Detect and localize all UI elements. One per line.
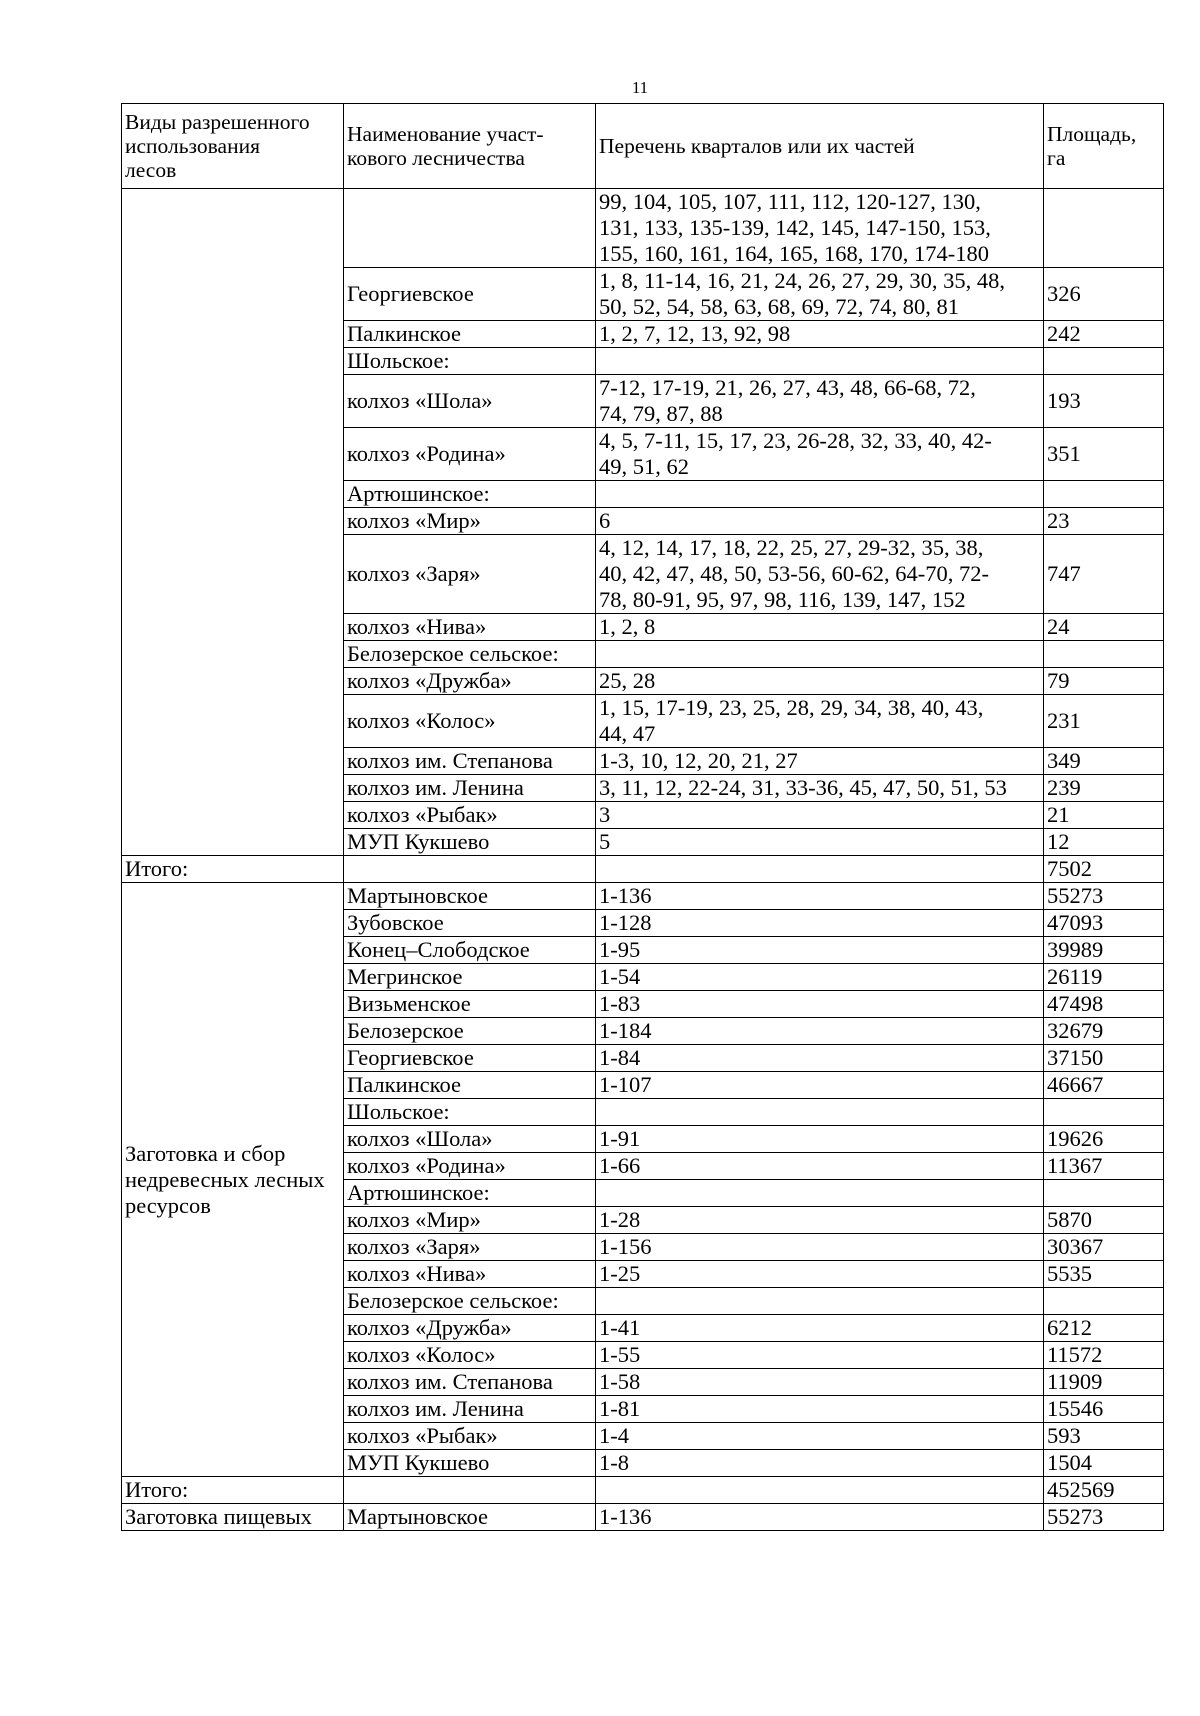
- district-name-cell: колхоз им. Степанова: [344, 1369, 596, 1396]
- quarters-cell: 1-184: [596, 1018, 1044, 1045]
- district-name-cell: Визьменское: [344, 991, 596, 1018]
- area-cell: 26119: [1044, 964, 1164, 991]
- district-name-cell: колхоз «Нива»: [344, 614, 596, 641]
- district-name-cell: Белозерское: [344, 1018, 596, 1045]
- district-name-cell: Артюшинское:: [344, 1180, 596, 1207]
- total-label: Итого:: [122, 1477, 344, 1504]
- district-name-cell: Шольское:: [344, 1099, 596, 1126]
- forest-use-table: [121, 103, 1164, 1531]
- area-cell: [1044, 1288, 1164, 1315]
- district-name-cell: Шольское:: [344, 348, 596, 375]
- area-cell: 23: [1044, 508, 1164, 535]
- area-cell: [1044, 1180, 1164, 1207]
- table-body: [122, 189, 1164, 1531]
- quarters-cell: 3, 11, 12, 22-24, 31, 33-36, 45, 47, 50, 51, 53: [596, 775, 1044, 802]
- quarters-cell: 1-55: [596, 1342, 1044, 1369]
- district-name-cell: Белозерское сельское:: [344, 641, 596, 668]
- quarters-cell: 7-12, 17-19, 21, 26, 27, 43, 48, 66-68, 72, 74, 79, 87, 88: [596, 375, 1044, 428]
- area-cell: 39989: [1044, 937, 1164, 964]
- quarters-cell: 1, 8, 11-14, 16, 21, 24, 26, 27, 29, 30, 35, 48, 50, 52, 54, 58, 63, 68, 69, 72, 74, 80, 81: [596, 268, 1044, 321]
- quarters-cell: 1, 2, 7, 12, 13, 92, 98: [596, 321, 1044, 348]
- header-district-name: Наименование участ- кового лесничества: [344, 104, 596, 189]
- district-name-cell: колхоз «Мир»: [344, 508, 596, 535]
- quarters-cell: [596, 1180, 1044, 1207]
- quarters-cell: 1-95: [596, 937, 1044, 964]
- district-name-cell: Артюшинское:: [344, 481, 596, 508]
- district-name-cell: колхоз им. Ленина: [344, 775, 596, 802]
- page-number: 11: [631, 78, 649, 97]
- quarters-cell: 4, 5, 7-11, 15, 17, 23, 26-28, 32, 33, 40, 42- 49, 51, 62: [596, 428, 1044, 481]
- total-empty-name: [344, 856, 596, 883]
- total-empty-name: [344, 1477, 596, 1504]
- total-empty-quarters: [596, 1477, 1044, 1504]
- district-name-cell: Георгиевское: [344, 268, 596, 321]
- district-name-cell: Георгиевское: [344, 1045, 596, 1072]
- quarters-cell: [596, 481, 1044, 508]
- quarters-cell: 25, 28: [596, 668, 1044, 695]
- district-name-cell: колхоз «Колос»: [344, 695, 596, 748]
- quarters-cell: 5: [596, 829, 1044, 856]
- district-name-cell: МУП Кукшево: [344, 829, 596, 856]
- quarters-cell: 1-25: [596, 1261, 1044, 1288]
- quarters-cell: 1-107: [596, 1072, 1044, 1099]
- table-header-row: [122, 104, 1164, 189]
- use-type-cell: Заготовка и сбор недревесных лесных ресурсов: [122, 883, 344, 1477]
- header-quarters: Перечень кварталов или их частей: [596, 104, 1044, 189]
- area-cell: 5870: [1044, 1207, 1164, 1234]
- area-cell: 21: [1044, 802, 1164, 829]
- quarters-cell: 1-8: [596, 1450, 1044, 1477]
- area-cell: [1044, 348, 1164, 375]
- total-empty-quarters: [596, 856, 1044, 883]
- district-name-cell: Мартыновское: [344, 883, 596, 910]
- area-cell: 55273: [1044, 1504, 1164, 1531]
- total-row: [122, 856, 1164, 883]
- total-area: 452569: [1044, 1477, 1164, 1504]
- district-name-cell: Конец–Слободское: [344, 937, 596, 964]
- area-cell: 47093: [1044, 910, 1164, 937]
- area-cell: 242: [1044, 321, 1164, 348]
- quarters-cell: 4, 12, 14, 17, 18, 22, 25, 27, 29-32, 35, 38, 40, 42, 47, 48, 50, 53-56, 60-62, 64-70, 72- 78, 80-91, 95, 97, 98, 116, 139, 147, 152: [596, 535, 1044, 614]
- total-row: [122, 1477, 1164, 1504]
- area-cell: 239: [1044, 775, 1164, 802]
- total-area: 7502: [1044, 856, 1164, 883]
- district-name-cell: колхоз им. Степанова: [344, 748, 596, 775]
- quarters-cell: 1-128: [596, 910, 1044, 937]
- area-cell: [1044, 189, 1164, 268]
- district-name-cell: колхоз «Заря»: [344, 535, 596, 614]
- district-name-cell: колхоз «Колос»: [344, 1342, 596, 1369]
- table-row: [122, 189, 1164, 268]
- quarters-cell: 1-66: [596, 1153, 1044, 1180]
- quarters-cell: 1-28: [596, 1207, 1044, 1234]
- quarters-cell: 1-41: [596, 1315, 1044, 1342]
- district-name-cell: Белозерское сельское:: [344, 1288, 596, 1315]
- quarters-cell: 99, 104, 105, 107, 111, 112, 120-127, 130, 131, 133, 135-139, 142, 145, 147-150, 153, 155, 160, 161, 164, 165, 168, 170, 174-180: [596, 189, 1044, 268]
- district-name-cell: колхоз «Нива»: [344, 1261, 596, 1288]
- table-row: [122, 883, 1164, 910]
- district-name-cell: МУП Кукшево: [344, 1450, 596, 1477]
- area-cell: 32679: [1044, 1018, 1164, 1045]
- quarters-cell: 1-136: [596, 883, 1044, 910]
- area-cell: 11572: [1044, 1342, 1164, 1369]
- quarters-cell: [596, 1288, 1044, 1315]
- area-cell: 351: [1044, 428, 1164, 481]
- area-cell: 47498: [1044, 991, 1164, 1018]
- district-name-cell: Палкинское: [344, 321, 596, 348]
- district-name-cell: [344, 189, 596, 268]
- area-cell: 349: [1044, 748, 1164, 775]
- district-name-cell: колхоз «Мир»: [344, 1207, 596, 1234]
- area-cell: 11367: [1044, 1153, 1164, 1180]
- use-type-cell: [122, 189, 344, 856]
- area-cell: [1044, 641, 1164, 668]
- area-cell: 1504: [1044, 1450, 1164, 1477]
- area-cell: 5535: [1044, 1261, 1164, 1288]
- quarters-cell: 1-91: [596, 1126, 1044, 1153]
- district-name-cell: Палкинское: [344, 1072, 596, 1099]
- quarters-cell: 1-156: [596, 1234, 1044, 1261]
- quarters-cell: [596, 348, 1044, 375]
- area-cell: [1044, 481, 1164, 508]
- district-name-cell: колхоз «Родина»: [344, 428, 596, 481]
- district-name-cell: колхоз «Заря»: [344, 1234, 596, 1261]
- district-name-cell: Мегринское: [344, 964, 596, 991]
- area-cell: 19626: [1044, 1126, 1164, 1153]
- area-cell: 46667: [1044, 1072, 1164, 1099]
- area-cell: [1044, 1099, 1164, 1126]
- area-cell: 24: [1044, 614, 1164, 641]
- area-cell: 11909: [1044, 1369, 1164, 1396]
- area-cell: 6212: [1044, 1315, 1164, 1342]
- quarters-cell: 1-84: [596, 1045, 1044, 1072]
- area-cell: 15546: [1044, 1396, 1164, 1423]
- area-cell: 12: [1044, 829, 1164, 856]
- area-cell: 193: [1044, 375, 1164, 428]
- district-name-cell: Зубовское: [344, 910, 596, 937]
- quarters-cell: 1-54: [596, 964, 1044, 991]
- district-name-cell: колхоз «Дружба»: [344, 1315, 596, 1342]
- quarters-cell: 1, 2, 8: [596, 614, 1044, 641]
- quarters-cell: 1-3, 10, 12, 20, 21, 27: [596, 748, 1044, 775]
- quarters-cell: [596, 1099, 1044, 1126]
- district-name-cell: колхоз «Рыбак»: [344, 802, 596, 829]
- use-type-cell: Заготовка пищевых: [122, 1504, 344, 1531]
- quarters-cell: 6: [596, 508, 1044, 535]
- district-name-cell: Мартыновское: [344, 1504, 596, 1531]
- header-use-type: Виды разрешенного использования лесов: [122, 104, 344, 189]
- area-cell: 37150: [1044, 1045, 1164, 1072]
- quarters-cell: 1-136: [596, 1504, 1044, 1531]
- district-name-cell: колхоз «Шола»: [344, 1126, 596, 1153]
- area-cell: 593: [1044, 1423, 1164, 1450]
- district-name-cell: колхоз «Рыбак»: [344, 1423, 596, 1450]
- area-cell: 747: [1044, 535, 1164, 614]
- quarters-cell: 1-4: [596, 1423, 1044, 1450]
- area-cell: 326: [1044, 268, 1164, 321]
- quarters-cell: 1-81: [596, 1396, 1044, 1423]
- district-name-cell: колхоз «Родина»: [344, 1153, 596, 1180]
- quarters-cell: [596, 641, 1044, 668]
- district-name-cell: колхоз им. Ленина: [344, 1396, 596, 1423]
- quarters-cell: 1, 15, 17-19, 23, 25, 28, 29, 34, 38, 40, 43, 44, 47: [596, 695, 1044, 748]
- total-label: Итого:: [122, 856, 344, 883]
- area-cell: 55273: [1044, 883, 1164, 910]
- district-name-cell: колхоз «Дружба»: [344, 668, 596, 695]
- area-cell: 30367: [1044, 1234, 1164, 1261]
- area-cell: 231: [1044, 695, 1164, 748]
- quarters-cell: 3: [596, 802, 1044, 829]
- quarters-cell: 1-58: [596, 1369, 1044, 1396]
- district-name-cell: колхоз «Шола»: [344, 375, 596, 428]
- area-cell: 79: [1044, 668, 1164, 695]
- table-row: [122, 1504, 1164, 1531]
- quarters-cell: 1-83: [596, 991, 1044, 1018]
- header-area: Площадь, га: [1044, 104, 1164, 189]
